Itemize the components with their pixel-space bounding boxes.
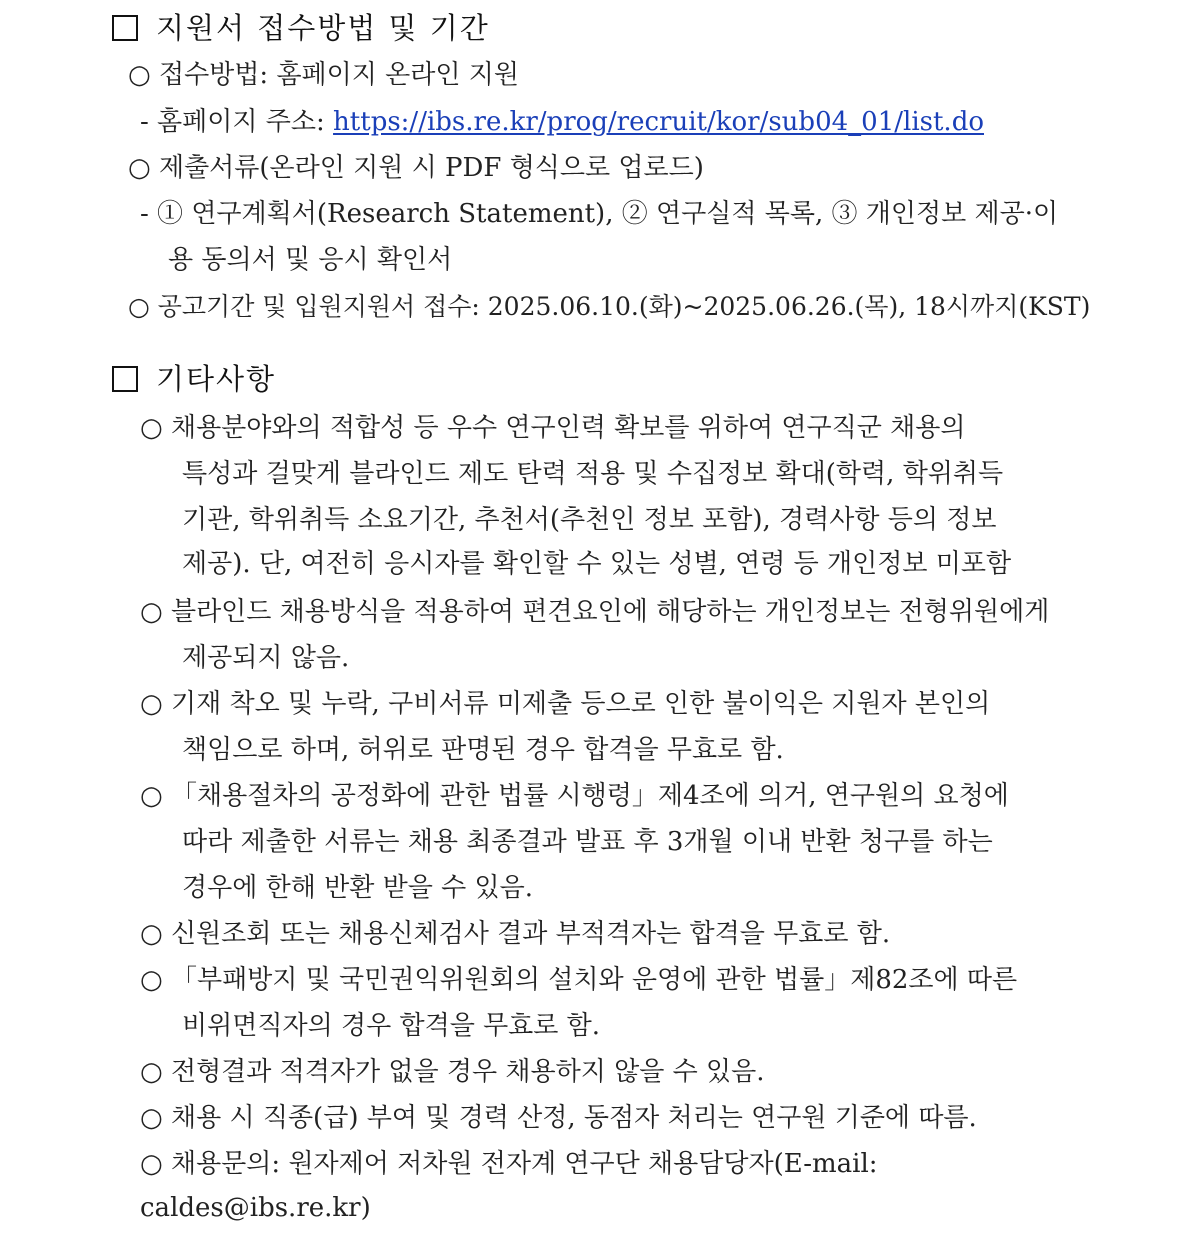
application-period: ○ 공고기간 및 입원지원서 접수: 2025.06.10.(화)~2025.06.26.(목), 18시까지(KST) <box>128 292 1091 321</box>
section-heading-application-text: 지원서 접수방법 및 기간 <box>156 11 490 45</box>
other-item-line: 책임으로 하며, 허위로 판명된 경우 합격을 무효로 함. <box>182 735 784 765</box>
other-item-line: 비위면직자의 경우 합격을 무효로 함. <box>182 1011 601 1041</box>
other-item-line: ○ 전형결과 적격자가 없을 경우 채용하지 않을 수 있음. <box>140 1057 765 1087</box>
section-heading-other-text: 기타사항 <box>156 362 277 396</box>
documents-list-line-2: 용 동의서 및 응시 확인서 <box>168 245 453 275</box>
documents-list-line-1: - ① 연구계획서(Research Statement), ② 연구실적 목록, ③ 개인정보 제공·이 <box>140 199 1059 229</box>
other-item-line: ○ 「부패방지 및 국민권익위원회의 설치와 운영에 관한 법률」제82조에 따른 <box>140 965 1018 995</box>
section-heading-application <box>112 6 490 50</box>
checkbox-square-icon <box>112 366 138 392</box>
other-item-line: ○ 「채용절차의 공정화에 관한 법률 시행령」제4조에 의거, 연구원의 요청에 <box>140 781 1009 811</box>
checkbox-square-icon <box>112 15 138 41</box>
homepage-line <box>140 100 984 144</box>
other-item-line: ○ 채용분야와의 적합성 등 우수 연구인력 확보를 위하여 연구직군 채용의 <box>140 413 966 443</box>
other-item-line: 제공). 단, 여전히 응시자를 확인할 수 있는 성별, 연령 등 개인정보 미포함 <box>182 549 1012 579</box>
other-item-line: ○ 기재 착오 및 누락, 구비서류 미제출 등으로 인한 불이익은 지원자 본인의 <box>140 689 991 719</box>
other-item-line: 제공되지 않음. <box>182 643 350 673</box>
other-item-line: 특성과 걸맞게 블라인드 제도 탄력 적용 및 수집정보 확대(학력, 학위취득 <box>182 459 1004 489</box>
homepage-label: - 홈페이지 주소: <box>140 107 334 137</box>
homepage-link[interactable]: https://ibs.re.kr/prog/recruit/kor/sub04_01/list.do <box>333 107 984 137</box>
contact-email: caldes@ibs.re.kr) <box>140 1193 371 1223</box>
other-item-line: 경우에 한해 반환 받을 수 있음. <box>182 873 533 903</box>
application-method: ○ 접수방법: 홈페이지 온라인 지원 <box>128 60 520 90</box>
other-item-line: ○ 채용문의: 원자제어 저차원 전자계 연구단 채용담당자(E-mail: <box>140 1149 878 1179</box>
other-item-line: ○ 신원조회 또는 채용신체검사 결과 부적격자는 합격을 무효로 함. <box>140 919 891 949</box>
other-item-line: ○ 채용 시 직종(급) 부여 및 경력 산정, 동점자 처리는 연구원 기준에 따름. <box>140 1103 977 1133</box>
documents-item: ○ 제출서류(온라인 지원 시 PDF 형식으로 업로드) <box>128 153 704 183</box>
other-item-line: ○ 블라인드 채용방식을 적용하여 편견요인에 해당하는 개인정보는 전형위원에게 <box>140 597 1050 627</box>
other-item-line: 따라 제출한 서류는 채용 최종결과 발표 후 3개월 이내 반환 청구를 하는 <box>182 827 993 857</box>
other-item-line: 기관, 학위취득 소요기간, 추천서(추천인 정보 포함), 경력사항 등의 정보 <box>182 505 997 535</box>
section-heading-other <box>112 357 276 401</box>
